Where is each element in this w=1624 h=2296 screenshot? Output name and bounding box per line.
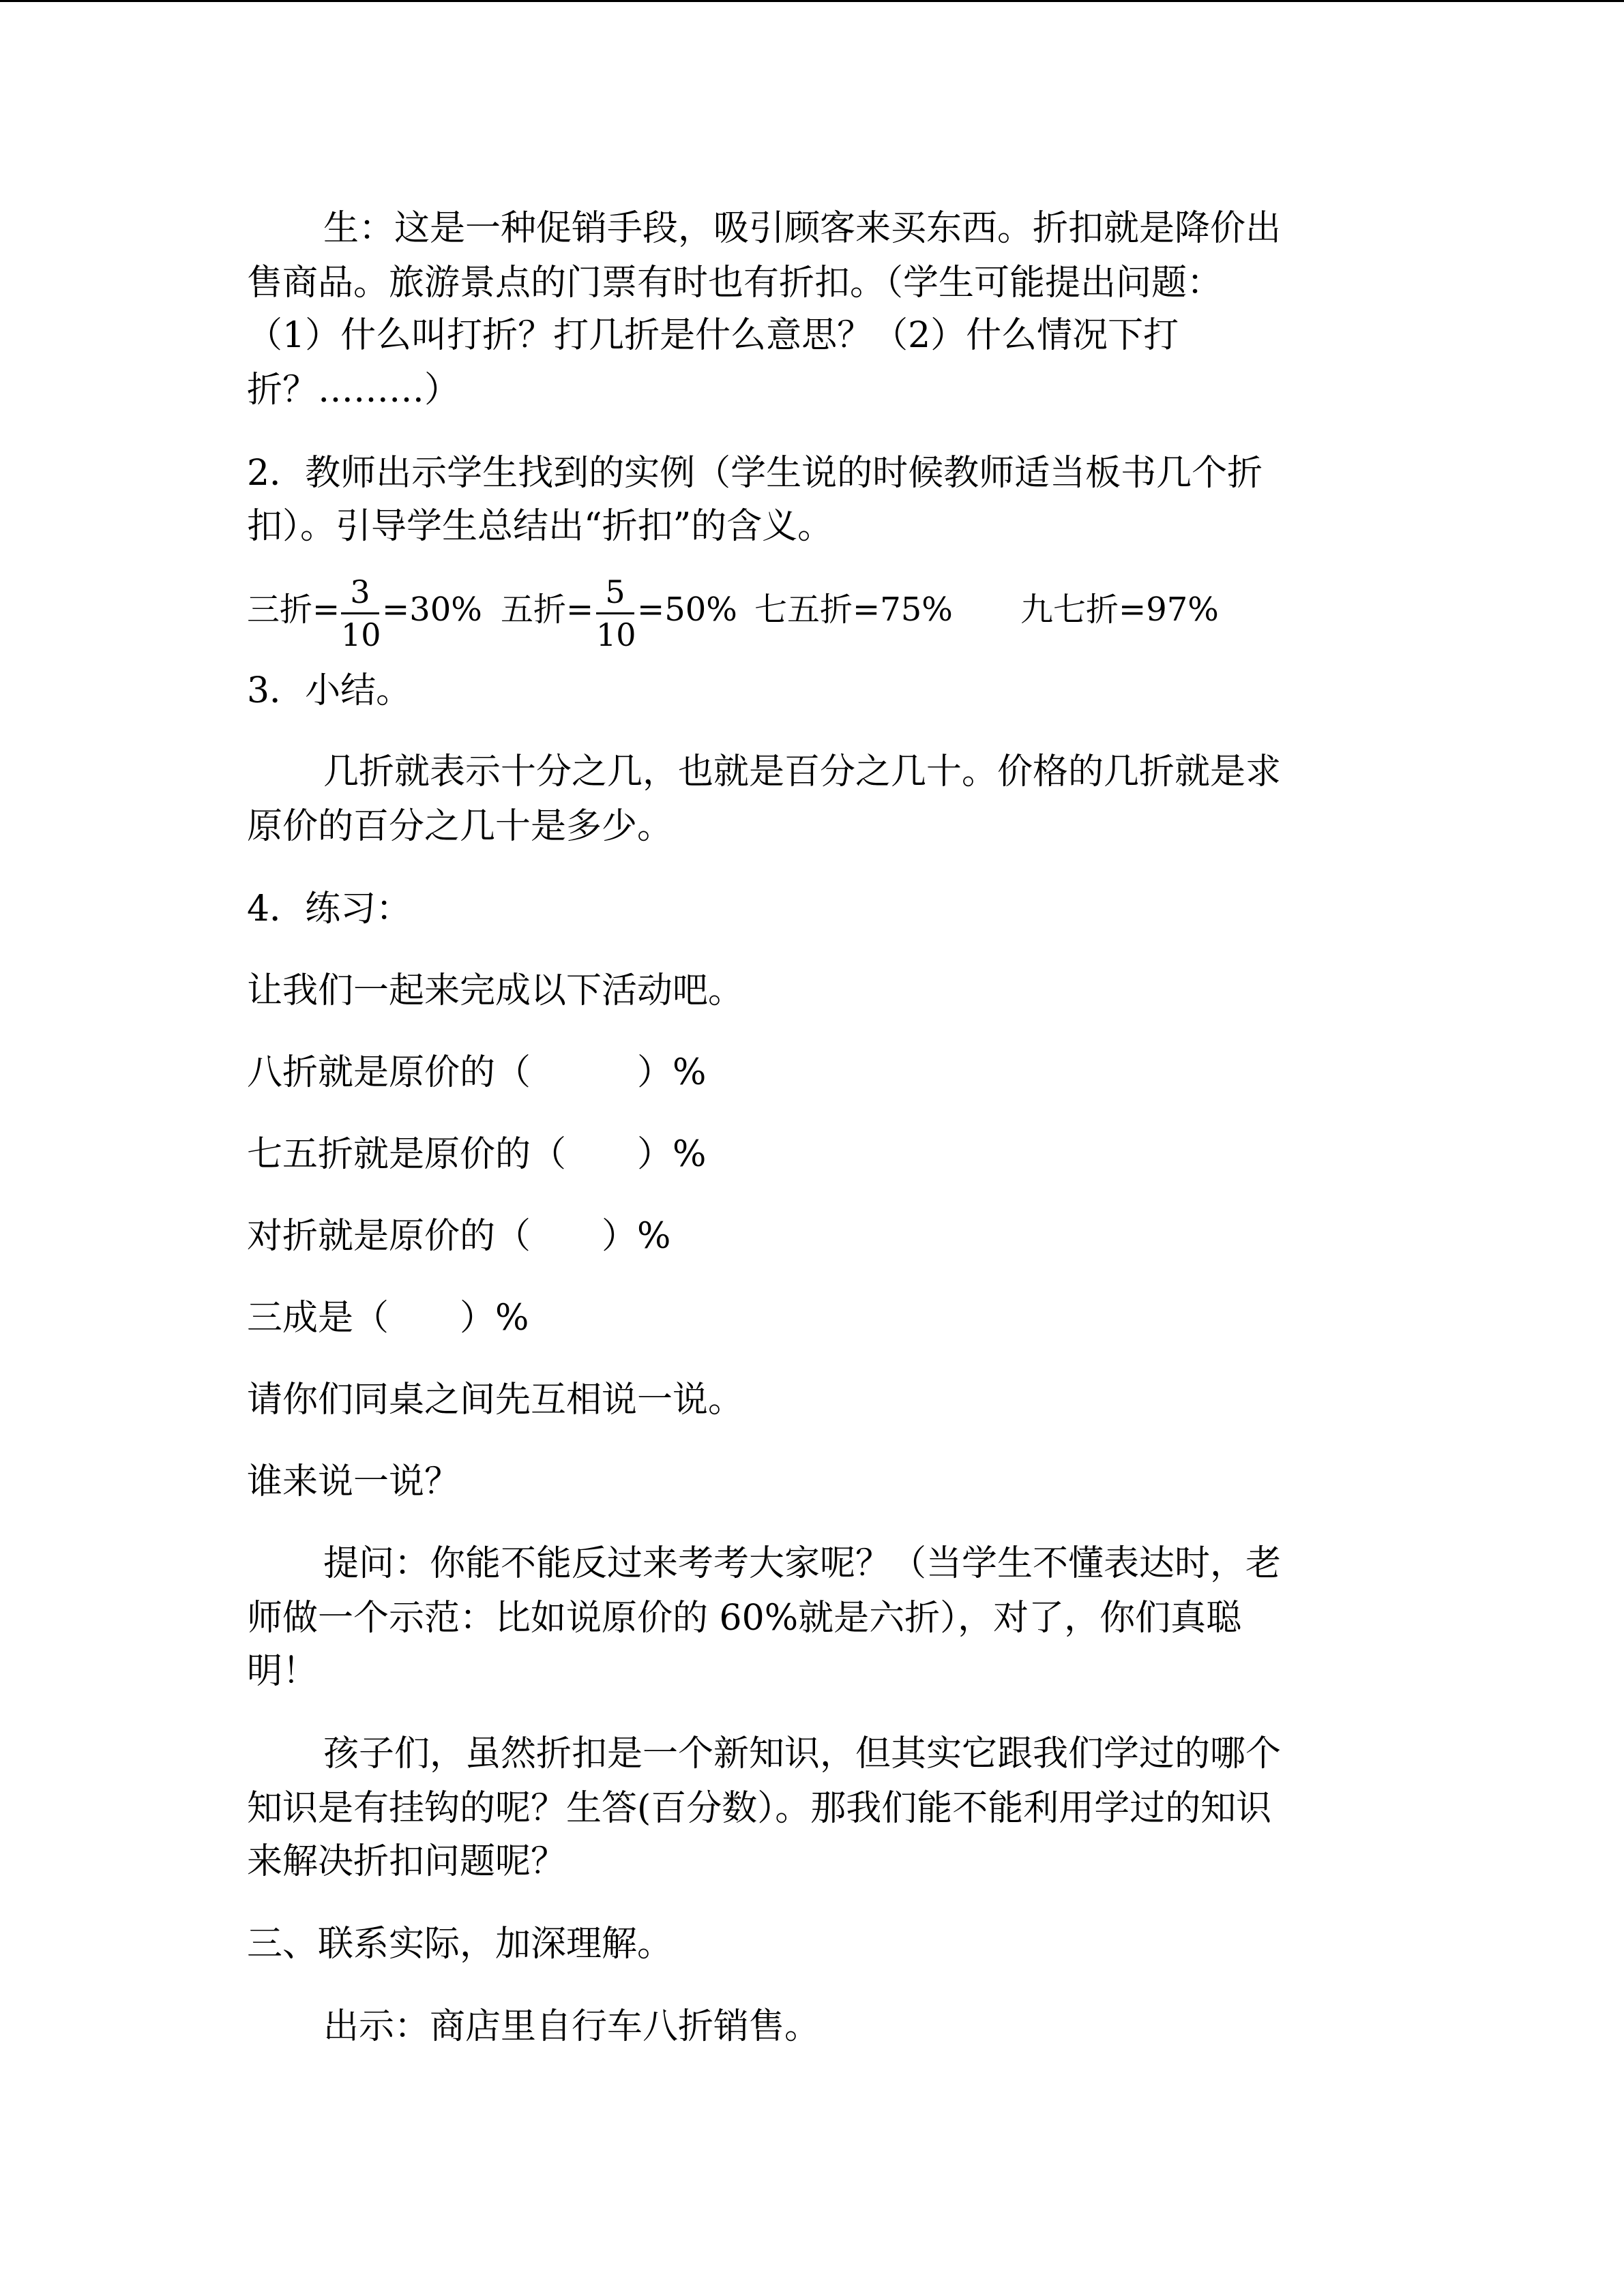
paragraph-bicycle-example: 出示：商店里自行车八折销售。 bbox=[323, 2006, 821, 2047]
paragraph-who-speaks: 谁来说一说？ bbox=[247, 1461, 460, 1502]
paragraph-children-line2: 知识是有挂钩的呢？生答(百分数）。那我们能不能利用学过的知识 bbox=[247, 1788, 1272, 1829]
example-50-result: =50% bbox=[637, 591, 737, 629]
fraction-numerator: 3 bbox=[350, 573, 370, 610]
fraction-bar bbox=[596, 612, 634, 614]
example-30-label: 三折= bbox=[247, 591, 340, 629]
paragraph-question-line2: 师做一个示范：比如说原价的 60%就是六折），对了，你们真聪 bbox=[247, 1598, 1242, 1639]
exercise-half-price: 对折就是原价的（ ）% bbox=[247, 1216, 671, 1257]
paragraph-question-line3: 明！ bbox=[247, 1651, 319, 1692]
fraction-numerator: 5 bbox=[605, 573, 625, 610]
paragraph-summary-line1: 几折就表示十分之几，也就是百分之几十。价格的几折就是求 bbox=[323, 751, 1282, 792]
exercise-thirty-percent: 三成是（ ）% bbox=[247, 1298, 529, 1339]
paragraph-step4-practice-heading: 4．练习： bbox=[247, 889, 412, 929]
fraction-5-10 bbox=[596, 573, 634, 654]
fraction-bar bbox=[341, 612, 379, 614]
paragraph-activity-intro: 让我们一起来完成以下活动吧。 bbox=[247, 970, 744, 1011]
paragraph-summary-line2: 原价的百分之几十是多少。 bbox=[247, 806, 673, 847]
exercise-seventy-five-percent: 七五折就是原价的（ ）% bbox=[247, 1134, 707, 1175]
fraction-denominator: 10 bbox=[596, 616, 636, 653]
fraction-3-10 bbox=[341, 573, 379, 654]
paragraph-step2-line1: 2．教师出示学生找到的实例（学生说的时候教师适当板书几个折 bbox=[247, 453, 1263, 494]
paragraph-children-line3: 来解决折扣问题呢？ bbox=[247, 1841, 567, 1882]
example-75: 七五折=75% bbox=[754, 591, 953, 629]
discount-examples bbox=[247, 573, 1270, 661]
paragraph-student-answer-line1: 生：这是一种促销手段，吸引顾客来买东西。折扣就是降价出 bbox=[323, 208, 1282, 249]
paragraph-step3-summary-heading: 3．小结。 bbox=[247, 670, 412, 711]
fraction-denominator: 10 bbox=[341, 616, 381, 653]
paragraph-children-line1: 孩子们，虽然折扣是一个新知识，但其实它跟我们学过的哪个 bbox=[323, 1733, 1282, 1774]
paragraph-question-line1: 提问：你能不能反过来考考大家呢？（当学生不懂表达时，老 bbox=[323, 1543, 1282, 1584]
exercise-eighty-percent: 八折就是原价的（ ）% bbox=[247, 1052, 707, 1093]
paragraph-student-answer-line2: 售商品。旅游景点的门票有时也有折扣。（学生可能提出问题： bbox=[247, 263, 1223, 303]
paragraph-student-answer-line4: 折？………） bbox=[247, 370, 460, 411]
paragraph-student-answer-line3: （1）什么叫打折？打几折是什么意思？（2）什么情况下打 bbox=[247, 315, 1179, 356]
example-50-label: 五折= bbox=[501, 591, 594, 629]
example-30-result: =30% bbox=[382, 591, 482, 629]
paragraph-step2-line2: 扣）。引导学生总结出“折扣”的含义。 bbox=[247, 506, 833, 547]
section-heading-three: 三、联系实际，加深理解。 bbox=[247, 1924, 673, 1965]
example-97: 九七折=97% bbox=[1020, 591, 1219, 629]
paragraph-pair-discussion: 请你们同桌之间先互相说一说。 bbox=[247, 1380, 744, 1420]
